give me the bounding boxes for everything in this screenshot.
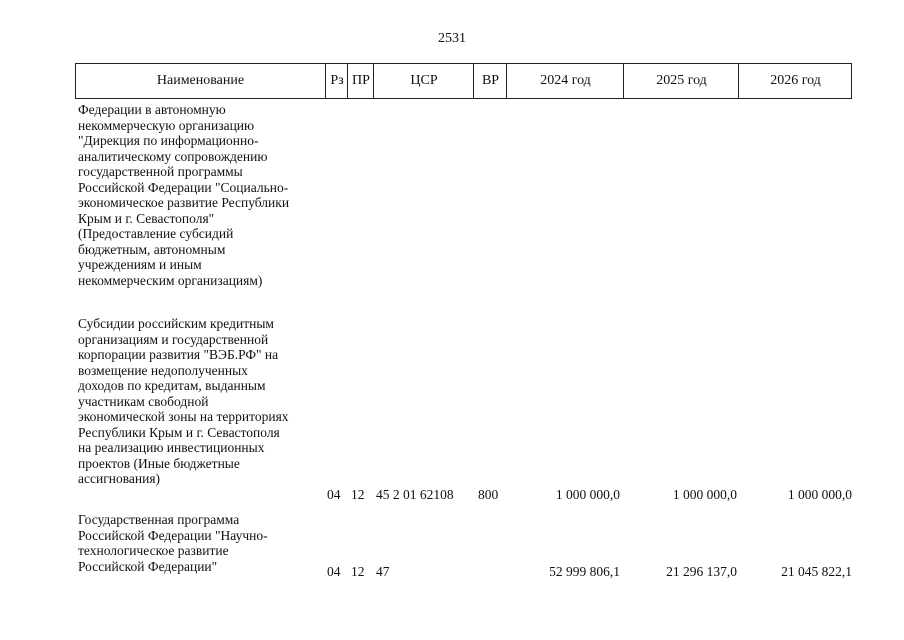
cell-csr: 45 2 01 62108	[376, 487, 454, 502]
column-header-name: Наименование	[156, 73, 245, 88]
column-header-2024: 2024 год	[506, 64, 624, 98]
name-line: технологическое развитие	[78, 543, 229, 558]
name-line: Российской Федерации "Научно-	[78, 527, 268, 543]
name-line: Крым и г. Севастополя"	[78, 210, 215, 226]
name-line: Российской Федерации"	[78, 558, 218, 574]
name-line: Государственная программа	[78, 512, 240, 527]
cell-pr: 12	[351, 564, 365, 579]
name-line: корпорации развития "ВЭБ.РФ" на	[78, 347, 279, 362]
name-line: некоммерческую организацию	[78, 117, 255, 133]
name-line: экономическое развитие Республики	[78, 195, 290, 210]
name-line: (Предоставление субсидий	[78, 226, 234, 241]
cell-rz: 04	[327, 564, 341, 579]
row-name	[78, 102, 322, 288]
column-header-2026: 2026 год	[738, 64, 852, 98]
name-line: участникам свободной	[78, 393, 209, 409]
name-line: Российской Федерации "Социально-	[78, 179, 289, 195]
cell-2024: 1 000 000,0	[555, 487, 620, 502]
name-line: на реализацию инвестиционных	[78, 440, 265, 455]
name-line: Субсидии российским кредитным	[78, 316, 274, 331]
cell-2024: 52 999 806,1	[549, 564, 620, 579]
name-line: экономической зоны на территориях	[78, 409, 289, 424]
name-line: доходов по кредитам, выданным	[78, 378, 266, 393]
name-line: аналитическому сопровождению	[78, 148, 268, 164]
name-line: бюджетным, автономным	[78, 241, 226, 257]
name-line: государственной программы	[78, 164, 243, 179]
cell-2025: 21 296 137,0	[666, 564, 737, 579]
column-header-pr: ПР	[347, 64, 374, 98]
cell-csr: 47	[376, 564, 390, 579]
cell-rz: 04	[327, 487, 341, 502]
table-header	[75, 63, 852, 99]
name-line: возмещение недополученных	[78, 362, 248, 378]
name-line: учреждениям и иным	[78, 257, 202, 272]
cell-2026: 1 000 000,0	[787, 487, 852, 502]
column-header-2025: 2025 год	[623, 64, 739, 98]
name-line: Федерации в автономную	[78, 102, 226, 117]
name-line: проектов (Иные бюджетные	[78, 455, 240, 471]
page-number: 2531	[438, 31, 466, 46]
row-name	[78, 512, 322, 574]
name-line: Республики Крым и г. Севастополя	[78, 424, 280, 440]
name-line: ассигнования)	[78, 471, 161, 486]
cell-pr: 12	[351, 487, 365, 502]
cell-vr: 800	[478, 487, 499, 502]
name-line: некоммерческим организациям)	[78, 272, 263, 288]
column-header-csr: ЦСР	[373, 64, 474, 98]
row-name	[78, 316, 322, 487]
name-line: организациям и государственной	[78, 331, 269, 347]
cell-2025: 1 000 000,0	[672, 487, 737, 502]
column-header-rz: Рз	[325, 64, 348, 98]
cell-2026: 21 045 822,1	[781, 564, 852, 579]
column-header-vr: ВР	[473, 64, 507, 98]
name-line: "Дирекция по информационно-	[78, 133, 259, 148]
